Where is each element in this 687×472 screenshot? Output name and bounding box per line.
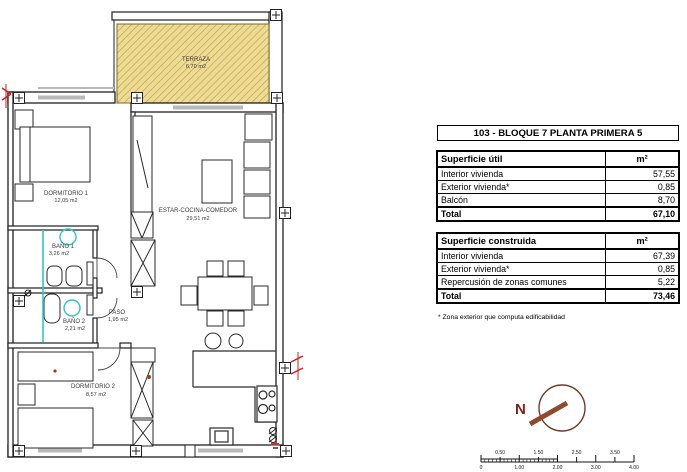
table-header-label: Superficie construida <box>437 233 606 249</box>
info-panel <box>436 125 680 321</box>
scale-label: 1.00 <box>514 465 525 471</box>
room-area-bano2: 2,21 m2 <box>64 326 86 332</box>
stool <box>205 333 221 349</box>
scale-label: 2.00 <box>552 465 563 471</box>
table-superficie-construida <box>436 232 680 304</box>
table-row: Balcón 8,70 <box>437 194 679 208</box>
room-area-paso: 1,95 m2 <box>107 317 129 323</box>
table-row: Exterior vivienda* 0,85 <box>437 263 679 276</box>
table-total-row: Total 67,10 <box>437 207 679 221</box>
closets <box>131 116 155 446</box>
bedroom1-furniture <box>15 110 90 201</box>
compass <box>500 372 630 444</box>
table-header-label: Superficie útil <box>437 151 606 167</box>
room-label-terraza: TERRAZA <box>181 57 211 63</box>
table-row: Exterior vivienda* 0,85 <box>437 181 679 194</box>
scale-bar <box>474 447 659 471</box>
plan-title: 103 - BLOQUE 7 PLANTA PRIMERA 5 <box>437 125 679 141</box>
table-superficie-util <box>436 150 680 222</box>
room-area-dormitorio1: 12,05 m2 <box>54 198 78 204</box>
footnote: * Zona exterior que computa edificabilidad <box>438 314 565 321</box>
room-area-terraza: 6,70 m2 <box>185 64 207 70</box>
scale-label: 3.50 <box>610 450 620 456</box>
window-mullion <box>185 445 195 457</box>
scale-label: 3.00 <box>590 465 601 471</box>
coffee-table <box>202 160 232 203</box>
compass-needle <box>530 403 567 424</box>
table-total-row: Total 73,46 <box>437 289 679 303</box>
room-area-dormitorio2: 8,57 m2 <box>85 392 107 398</box>
entry-door-leaf <box>131 212 153 238</box>
scale-label: 2.50 <box>571 450 582 456</box>
scale-label: 0 <box>479 465 483 471</box>
room-label-paso: PASO <box>108 310 126 316</box>
room-label-dormitorio1: DORMITORIO 1 <box>44 191 88 197</box>
scale-label: 1.50 <box>533 450 544 456</box>
stool <box>229 334 243 348</box>
bed-single-2 <box>18 408 93 448</box>
table-row: Repercusión de zonas comunes 5,22 <box>437 276 679 290</box>
compass-north-label: N <box>515 401 526 418</box>
bedroom2-furniture <box>18 352 93 448</box>
living-furniture <box>181 114 272 349</box>
scale-label: 0.50 <box>495 450 505 456</box>
table-row: Interior vivienda 57,55 <box>437 167 679 181</box>
room-label-bano2: BAÑO 2 <box>62 319 86 325</box>
bed-single-1 <box>18 352 93 381</box>
kitchen <box>193 351 277 445</box>
table-row: Interior vivienda 67,39 <box>437 249 679 263</box>
room-label-estar: ESTAR-COCINA-COMEDOR <box>158 208 238 214</box>
scale-label: 4.00 <box>629 465 639 471</box>
room-label-bano1: BAÑO 1 <box>51 244 75 250</box>
room-area-bano1: 3,26 m2 <box>48 251 70 257</box>
table-header-unit: m² <box>606 151 680 167</box>
room-area-estar: 29,51 m2 <box>186 216 210 222</box>
table-header-unit: m² <box>606 233 680 249</box>
dining-table <box>198 277 252 310</box>
room-label-dormitorio2: DORMITORIO 2 <box>71 384 115 390</box>
sofa <box>245 114 272 140</box>
